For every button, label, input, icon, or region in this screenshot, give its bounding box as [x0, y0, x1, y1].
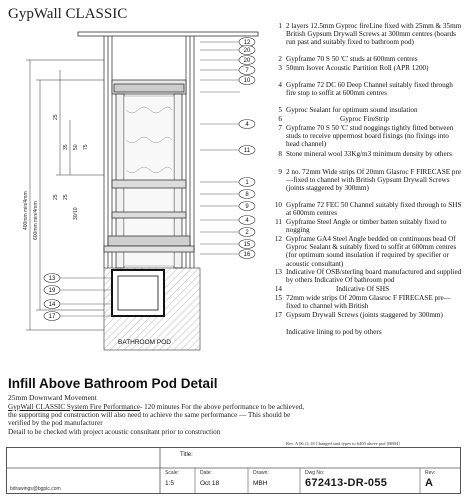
note-item: 6 Gyproc FireStrip	[278, 115, 389, 123]
note-item: 14 Indicative Of SHS	[274, 285, 390, 293]
note-item: 12 Gypframe GA4 Steel Angle bedded on continuous bead Of Gyproc Sealant & suitably fixed to soffit at 600mm centres (for optimum sound insulation if required by specifier or acoustic consultant)	[274, 235, 457, 268]
callout-number: 7	[245, 68, 249, 74]
note-item: 9 2 no. 72mm Wide strips Of 20mm Glasroc F FIRECASE pre—fixed to channel with British Gypsum Drywall Screws (joints staggered by 300mm)	[278, 168, 462, 193]
note-item: 8 Stone mineral wool 33Kg/m3 minimum density by others	[278, 150, 452, 158]
callout-number: 13	[48, 276, 56, 282]
callout-number: 1	[245, 180, 249, 186]
brand-title: GypWall CLASSIC	[8, 6, 128, 22]
callout-number: 2	[245, 230, 249, 236]
note-item: 11 Gypframe Steel Angle or timber batten suitably fixed to nogging	[275, 218, 447, 235]
dim-label-small: 25	[63, 194, 69, 200]
note-item: 4 Gypframe 72 DC 60 Deep Channel suitably fixed through fire stop to soffit at 600mm centres	[278, 81, 453, 98]
dim-label-outer: 400mm min/4mm	[23, 191, 29, 230]
detail-subtitle: 25mm Downward Movement	[8, 393, 97, 402]
callout-number: 15	[243, 242, 251, 248]
note-item: 15 72mm wide strips Of 20mm Glasroc F FIRECASE pre—fixed to channel with British	[274, 294, 451, 311]
scale-cell: Scale: 1:5	[165, 470, 179, 487]
note-item: 2 Gypframe 70 S 50 'C' studs at 600mm centres	[278, 55, 418, 63]
callout-number: 19	[48, 288, 56, 294]
detail-title: Infill Above Bathroom Pod Detail	[8, 376, 218, 391]
callout-number: 9	[245, 204, 249, 210]
dim-label-inner: 600mm min/4mm	[33, 201, 39, 240]
callout-number: 12	[243, 40, 251, 46]
callout-number: 14	[48, 302, 56, 308]
note-item: Indicative lining to pod by others	[286, 328, 382, 336]
callout-number: 16	[243, 252, 251, 258]
note-item: 10 Gypframe 72 FEC 50 Channel suitably fixed through to SHS at 600mm centres	[274, 201, 462, 218]
bathroom-pod-label: BATHROOM POD	[118, 339, 171, 346]
note-item: 1 2 layers 12.5mm Gyproc fireLine fixed with 25mm & 35mm British Gypsum Drywall Screws at 300mm centres (boards run past and suitably fixed to bathroom pod)	[278, 22, 462, 47]
callout-number: 17	[48, 314, 56, 320]
note-item: 5 Gyproc Sealant for optimum sound insulation	[278, 106, 418, 114]
note-item: 13 Indicative Of OSB/sterling board manufactured and supplied by others Indicative Of bathroom pod	[274, 268, 462, 285]
date-cell: Date: Oct 18	[200, 470, 220, 487]
revision-note: Rev. A 06.11.18 Changed stud types to 6400 above pod [BRM]	[286, 441, 400, 446]
dim-label-small: 50	[73, 144, 79, 150]
dim-label-small: 25	[53, 194, 59, 200]
note-item: 7 Gypframe 70 S 50 'C' stud noggings tightly fitted between studs to receive uppermost board fixings (no fixings into head channel)	[278, 124, 454, 149]
callout-number: 10	[243, 78, 251, 84]
dim-label-small: 35	[63, 144, 69, 150]
callout-number: 4	[245, 218, 249, 224]
note-item: 3 50mm Isover Acoustic Partition Roll (APR 1200)	[278, 64, 429, 72]
callout-number: 4	[245, 122, 249, 128]
callout-number: 8	[245, 192, 249, 198]
drawing-number-cell: Dwg No: 672413-DR-055	[305, 470, 388, 489]
drawn-cell: Drawn: MBH	[253, 470, 269, 487]
note-item: 17 Gypsum Drywall Screws (joints staggered by 300mm)	[274, 311, 443, 319]
title-label: Title:	[180, 452, 193, 458]
acoustic-check-note: Detail to be checked with project acoustic consultant prior to construction	[8, 428, 221, 436]
revision-cell: Rev: A	[425, 470, 436, 489]
dim-label-small: 75	[83, 144, 89, 150]
fire-performance-note: GypWall CLASSIC System Fire Performance- 120 minutes For the above performance to be achieved, the supporting pod construction will also need to achieve the same performance — This should be verified by the pod manufacturer	[8, 403, 305, 427]
callout-number: 11	[243, 148, 251, 154]
callout-number: 20	[243, 48, 251, 54]
callout-number: 20	[243, 58, 251, 64]
dim-label-small: 25	[53, 114, 59, 120]
contact-email[interactable]: bdrawings@bgplc.com	[10, 486, 61, 492]
dim-label-small: 30/10	[73, 207, 79, 220]
